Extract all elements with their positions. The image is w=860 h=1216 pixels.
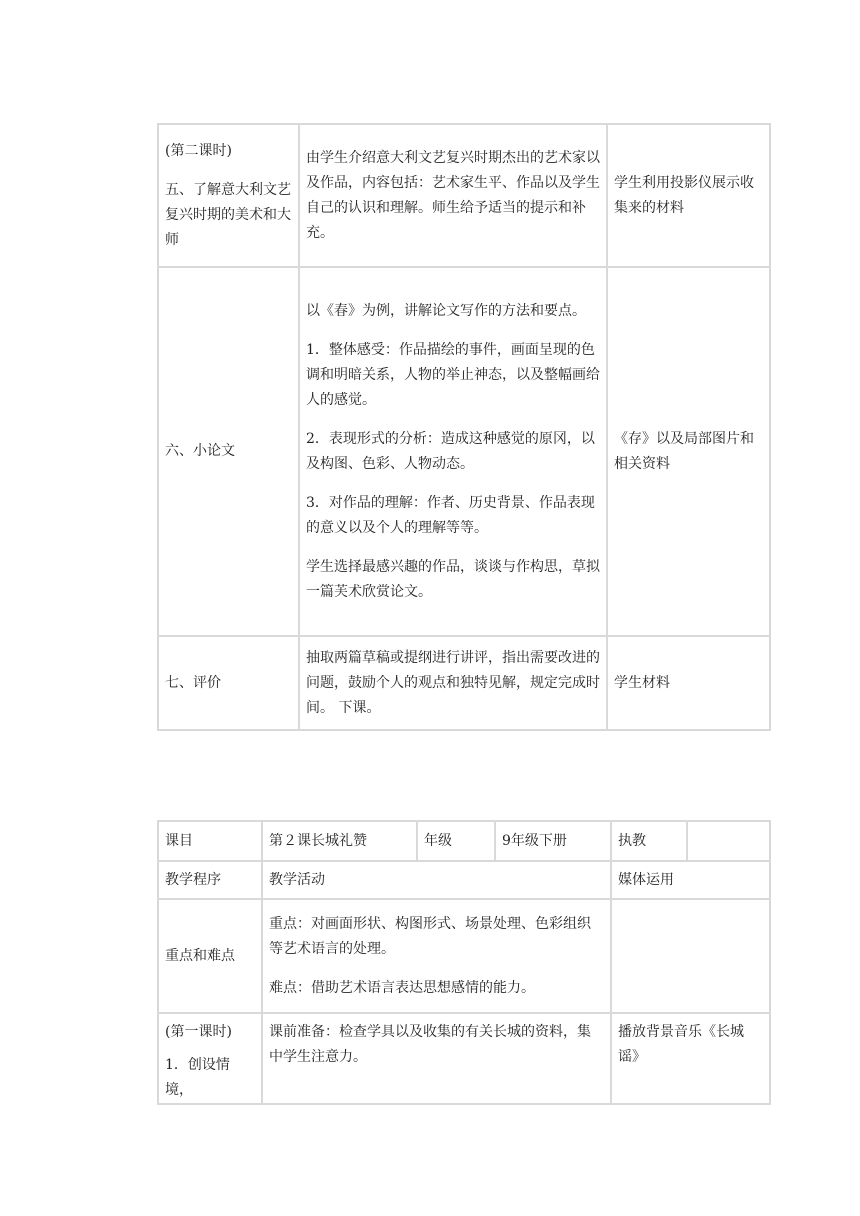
subject-value: 第２课长城礼赞 (262, 821, 417, 861)
lesson-table-great-wall (157, 820, 771, 1105)
activity-paragraph: 1．整体感受：作品描绘的事件，画面呈现的色调和明暗关系，人物的举止神态，以及整幅画给人的感觉。 (306, 341, 600, 408)
activity-paragraph: 3．对作品的理解：作者、历史背景、作品表现的意义以及个人的理解等等。 (306, 494, 595, 536)
table-row (158, 899, 770, 1013)
teacher-label: 执教 (611, 821, 687, 861)
media-text: 《存》以及局部图片和相关资料 (614, 430, 754, 472)
media-text: 学生利用投影仪展示收集来的材料 (614, 174, 754, 216)
table-cell (299, 267, 607, 636)
media-header: 媒体运用 (611, 861, 770, 899)
activity-text: 由学生介绍意大利文艺复兴时期杰出的艺术家以及作品，内容包括：艺术家生平、作品以及学生自己的认识和理解。师生给予适当的提示和补充。 (306, 149, 600, 241)
grade-label: 年级 (417, 821, 495, 861)
table-cell (158, 636, 299, 730)
difficulty-text: 难点：借助艺术语言表达思想感情的能力。 (269, 979, 535, 996)
table-row (158, 636, 770, 730)
table-cell (158, 124, 299, 267)
teacher-value (687, 821, 770, 861)
media-text: 学生材料 (614, 674, 670, 691)
step-title: 七、评价 (165, 674, 221, 691)
table-row (158, 821, 770, 861)
table-row (158, 1013, 770, 1104)
lesson-period-label: (第二课时) (165, 142, 232, 159)
table-cell (299, 124, 607, 267)
activity-paragraph: 学生选择最感兴趣的作品，谈谈与作构思，草拟一篇芙术欣赏论文。 (306, 558, 600, 600)
activity-header: 教学活动 (262, 861, 611, 899)
table-cell (611, 1013, 770, 1104)
table-cell (262, 899, 611, 1013)
table-cell (611, 899, 770, 1013)
subject-label: 课目 (158, 821, 262, 861)
activity-paragraph: 以《春》为例，讲解论文写作的方法和要点。 (306, 302, 586, 319)
table-cell (607, 124, 770, 267)
table-cell (158, 1013, 262, 1104)
lesson-table-part2 (157, 123, 771, 731)
program-header: 教学程序 (158, 861, 262, 899)
key-difficulty-label: 重点和难点 (165, 947, 235, 964)
table-row (158, 267, 770, 636)
table-cell (158, 899, 262, 1013)
step-title: 六、小论文 (165, 443, 235, 459)
grade-value: 9年级下册 (495, 821, 611, 861)
media-text: 播放背景音乐《长城谣》 (618, 1024, 744, 1065)
key-point-text: 重点：对画面形状、构图形式、场景处理、色彩组织等艺术语言的处理。 (269, 915, 591, 957)
activity-text: 课前准备：检查学具以及收集的有关长城的资料，集中学生注意力。 (269, 1024, 591, 1065)
table-cell (158, 267, 299, 636)
lesson-period-label: (第一课时) (165, 1024, 232, 1040)
table-row (158, 861, 770, 899)
table-cell (262, 1013, 611, 1104)
step-title: 五、了解意大利文艺复兴时期的美术和大师 (165, 181, 291, 248)
table-cell (607, 267, 770, 636)
step-title: 1．创设情境， (165, 1057, 230, 1098)
table-cell (607, 636, 770, 730)
table-row (158, 124, 770, 267)
activity-paragraph: 2．表现形式的分析：造成这种感觉的原冈，以及构图、色彩、人物动态。 (306, 430, 595, 472)
activity-text: 抽取两篇草稿或提纲进行讲评，指出需要改进的问题，鼓励个人的观点和独特见解，规定完成时间。 下课。 (306, 649, 600, 716)
table-cell (299, 636, 607, 730)
